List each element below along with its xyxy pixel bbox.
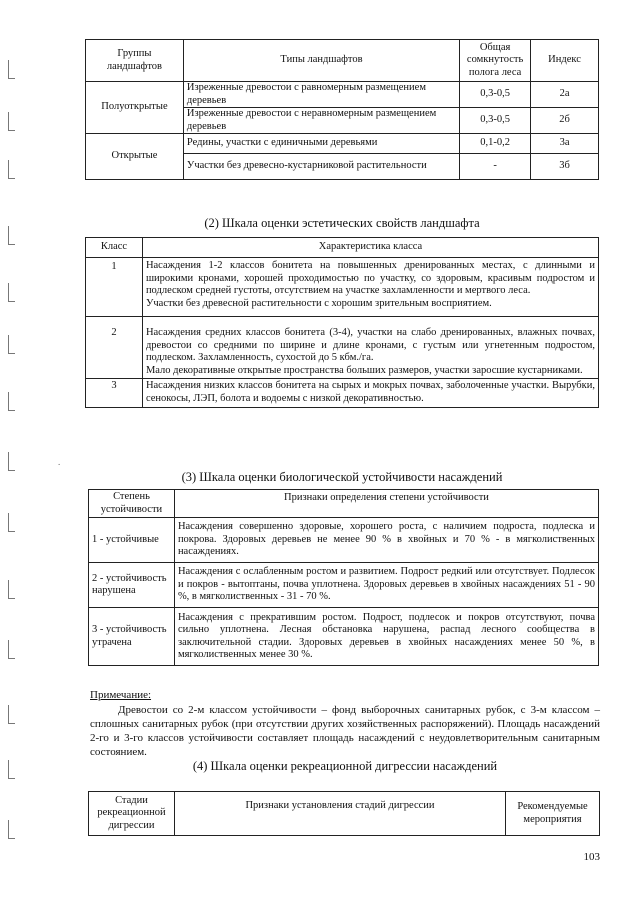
class-description: Насаждения средних классов бонитета (3-4), участки на слабо дренированных, влажных почвах, древостои со средними по ширине и длине кронами, с густым или угнетенным подростом, подлеском. Захламленность, сухостой до 5 кбм./га. [145, 327, 595, 363]
stability-degree: 2 - устойчивость нарушена [89, 563, 175, 608]
header-index: Индекс [531, 40, 599, 82]
landscape-type: Участки без древесно-кустарниковой растительности [183, 154, 459, 180]
stability-scale-caption: (3) Шкала оценки биологической устойчивости насаждений [181, 470, 503, 484]
table-row [86, 82, 599, 108]
canopy-density: 0,1-0,2 [460, 134, 531, 154]
header-landscape-groups: Группы ландшафтов [86, 40, 184, 82]
header-digression-stages: Стадии рекреационной дигрессии [89, 792, 175, 836]
aesthetic-scale-table [85, 237, 599, 408]
biological-stability-table [88, 489, 599, 666]
landscape-type: Изреженные древостои с равномерным размещением деревьев [183, 82, 459, 108]
class-description: Насаждения низких классов бонитета на сырых и мокрых почвах, заболоченные участки. Вырубки, сенокосы, ЛЭП, болота и водоемы с низкой декоративностью. [145, 380, 595, 404]
table-row [86, 134, 599, 154]
header-stability-signs: Признаки определения степени устойчивости [174, 490, 598, 518]
header-class-characteristics: Характеристика класса [142, 238, 598, 258]
class-number: 1 [86, 258, 143, 317]
canopy-density: 0,3-0,5 [460, 82, 531, 108]
table-row [86, 258, 599, 317]
note-text: Древостои со 2-м классом устойчивости – фонд выборочных санитарных рубок, с 3-м классом – сплошных санитарных рубок (при отсутствии других хозяйственных распоряжений). Площадь насаждений 2-го и 3-го классов устойчивости составляет площадь насаждений с неудовлетворительным санитарным состоянием. [90, 704, 600, 758]
aesthetic-scale-caption: (2) Шкала оценки эстетических свойств ландшафта [204, 216, 480, 230]
header-stability-degree: Степень устойчивости [89, 490, 175, 518]
table-row [89, 518, 599, 563]
landscape-index: 3б [531, 154, 599, 180]
stability-degree: 3 - устойчивость утрачена [89, 608, 175, 666]
landscape-types-table [85, 39, 599, 180]
landscape-type: Редины, участки с единичными деревьями [183, 134, 459, 154]
class-number: 3 [86, 379, 143, 408]
class-description-extra: Мало декоративные открытые пространства больших размеров, участки заросшие кустарниками. [145, 364, 583, 376]
landscape-type: Изреженные древостои с неравномерным размещением деревьев [183, 108, 459, 134]
binding-margin-marks [4, 0, 18, 905]
landscape-index: 2а [531, 82, 599, 108]
stability-degree: 1 - устойчивые [89, 518, 175, 563]
class-number: 2 [86, 317, 143, 379]
recreational-digression-caption: (4) Шкала оценки рекреационной дигрессии насаждений [192, 759, 498, 773]
header-landscape-types: Типы ландшафтов [183, 40, 459, 82]
header-class: Класс [86, 238, 143, 258]
table-row [86, 317, 599, 379]
page-number: 103 [583, 851, 600, 863]
table-row [89, 608, 599, 666]
stability-signs: Насаждения совершенно здоровые, хорошего роста, с наличием подроста, подлеска и покрова. Здоровых деревьев не менее 90 % в хвойных и 70 % - в мягколиственных насаждениях. [174, 518, 598, 563]
header-canopy-density: Общая сомкнутость полога леса [460, 40, 531, 82]
header-digression-signs: Признаки установления стадий дигрессии [174, 792, 505, 836]
recreational-digression-table [88, 791, 600, 836]
table-row [86, 379, 599, 408]
stability-signs: Насаждения с ослабленным ростом и развитием. Подрост редкий или отсутствует. Подлесок и покров - вытоптаны, почва уплотнена. Здоровых деревьев в хвойных насаждениях 51 - 90 %, в мягколиственных - 31 - 70 %. [174, 563, 598, 608]
class-description-extra: Участки без древесной растительности с хорошим зрительным восприятием. [145, 297, 492, 309]
stability-signs: Насаждения с прекратившим ростом. Подрост, подлесок и покров отсутствуют, почва сильно уплотнена. Лесная обстановка нарушена, распад лесного сообщества в заключительной стадии. Здоровых деревьев в хвойных насаждениях менее 50 %, в мягколиственных менее 30 %. [174, 608, 598, 666]
group-name: Полуоткрытые [86, 82, 184, 134]
note-heading: Примечание: [90, 689, 152, 701]
table-row [89, 563, 599, 608]
document-page: Группы ландшафтов Типы ландшафтов Общая сомкнутость полога леса Индекс Полуоткрытые Изреженные древостои с равномерным размещением деревьев 0,3-0,5 2а Изреженные древостои с неравномерным размещением деревьев 0,3-0,5 2б Открытые Редины, участки с единичными деревьями 0,1-0,2 3а Участки без древесно-кустарниковой растительности - 3б (2) Шкала оценки эстетических свойств ландшафта Класс Характеристика класса 1 Насаждения 1-2 классов бонитета на повышенных дренированных местах, с длинными и широкими кронами, хорошей проходимостью по участку, со здоровым, красивым подростом и подлеском средней густоты, отсутствием на участке захламленности и мертвого леса. Участки без древесной растительности с хорошим зрительным восприятием. 2 Насаждения средних классов бонитета (3-4), участки на слабо дренированных, влажных почвах, древостои со средними по ширине и длине кронами, с густым или угнетенным подростом, подлеском. Захламленность, сухостой до 5 кбм./га. Мало декоративные открытые пространства больших размеров, участки заросшие кустарниками. 3 Насаждения низких классов бонитета на сырых и мокрых почвах, заболоченные участки. Вырубки, сенокосы, ЛЭП, болота и водоемы с низкой декоративностью. . (3) Шкала оценки биологической устойчивости насаждений Степень устойчивости Признаки определения степени устойчивости 1 - устойчивые Насаждения совершенно здоровые, хорошего роста, с наличием подроста, подлеска и покрова. Здоровых деревьев не менее 90 % в хвойных и 70 % - в мягколиственных насаждениях. 2 - устойчивость нарушена Насаждения с ослабленным ростом и развитием. Подрост редкий или отсутствует. Подлесок и покров - вытоптаны, почва уплотнена. Здоровых деревьев в хвойных насаждениях 51 - 90 %, в мягколиственных - 31 - 70 %. 3 - устойчивость утрачена Насаждения с прекратившим ростом. Подрост, подлесок и покров отсутствуют, почва сильно уплотнена. Лесная обстановка нарушена, распад лесного сообщества в заключительной стадии. Здоровых деревьев в хвойных насаждениях менее 50 %, в мягколиственных менее 30 %. Примечание: Древостои со 2-м классом устойчивости – фонд выборочных санитарных рубок, с 3-м классом – сплошных санитарных рубок (при отсутствии других хозяйственных распоряжений). Площадь насаждений 2-го и 3-го классов устойчивости составляет площадь насаждений с неудовлетворительным санитарным состоянием. (4) Шкала оценки рекреационной дигрессии насаждений Стадии рекреационной дигрессии Признаки установления стадий дигрессии Рекомендуемые мероприятия 103 [0, 0, 640, 905]
header-recommended-measures: Рекомендуемые мероприятия [506, 792, 600, 836]
class-description: Насаждения 1-2 классов бонитета на повышенных дренированных местах, с длинными и широкими кронами, хорошей проходимостью по участку, со здоровым, красивым подростом и подлеском средней густоты, отсутствием на участке захламленности и мертвого леса. [145, 260, 595, 296]
canopy-density: 0,3-0,5 [460, 108, 531, 134]
group-name: Открытые [86, 134, 184, 180]
landscape-index: 3а [531, 134, 599, 154]
canopy-density: - [460, 154, 531, 180]
landscape-index: 2б [531, 108, 599, 134]
